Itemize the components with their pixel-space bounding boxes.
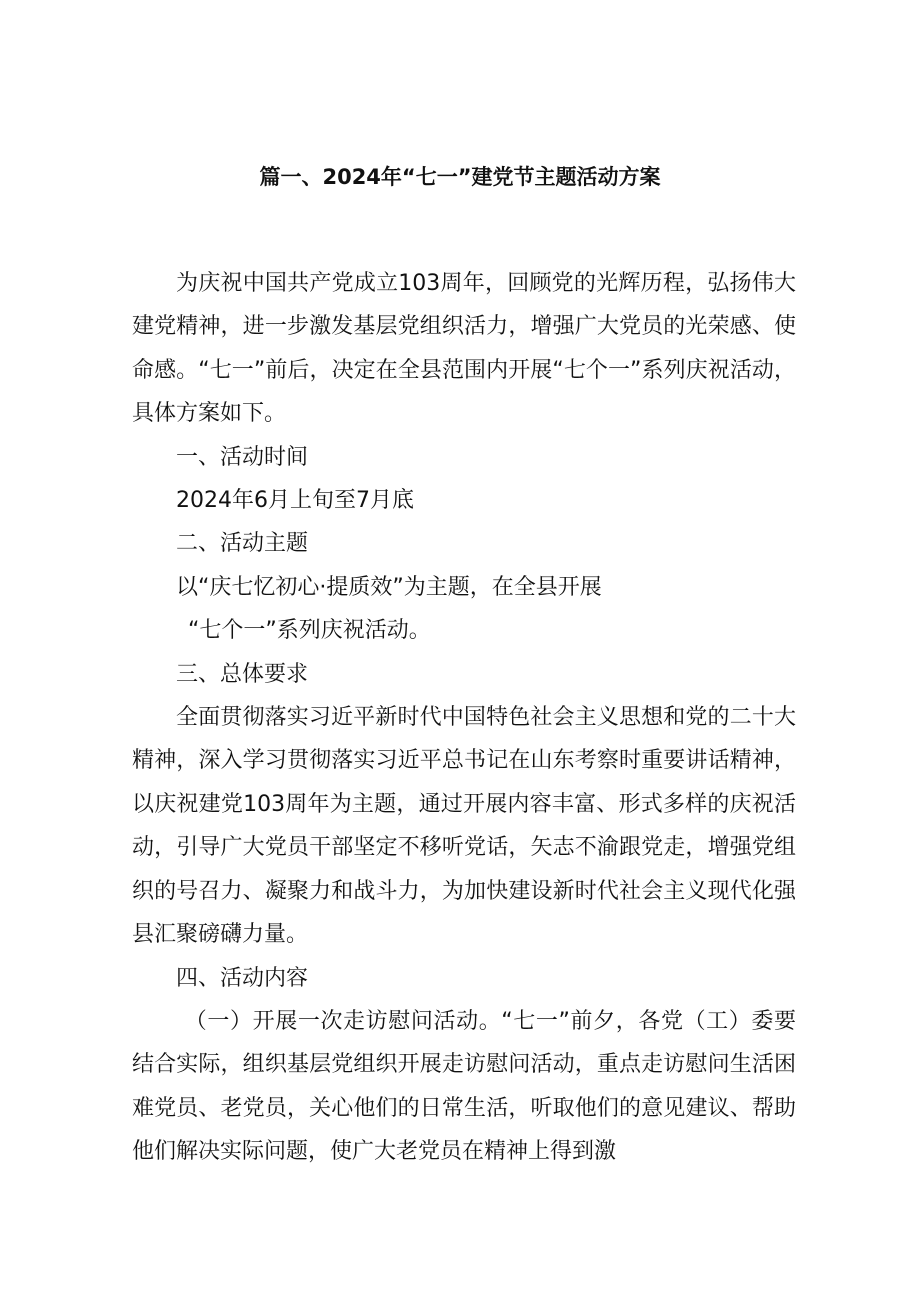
activity-theme-line-2: “七个一”系列庆祝活动。 [188,618,431,644]
document-title: 篇一、2024年“七一”建党节主题活动方案 [259,165,661,189]
activity-time-text: 2024年6月上旬至7月底 [176,488,414,514]
section-heading-content: 四、活动内容 [176,965,309,991]
document-body [132,262,796,1174]
content-item-1: （一）开展一次走访慰问活动。“七一”前夕，各党（工）委要结合实际，组织基层党组织开展走访慰问活动，重点走访慰问生活困难党员、老党员，关心他们的日常生活，听取他们的意见建议、帮助他们解决实际问题，使广大老党员在精神上得到激 [132,1008,796,1165]
intro-paragraph: 为庆祝中国共产党成立103周年，回顾党的光辉历程，弘扬伟大建党精神，进一步激发基层党组织活力，增强广大党员的光荣感、使命感。“七一”前后，决定在全县范围内开展“七个一”系列庆祝活动，具体方案如下。 [132,271,796,427]
section-heading-theme: 二、活动主题 [176,531,309,557]
section-heading-requirements: 三、总体要求 [176,661,309,687]
requirements-paragraph: 全面贯彻落实习近平新时代中国特色社会主义思想和党的二十大精神，深入学习贯彻落实习近平总书记在山东考察时重要讲话精神，以庆祝建党103周年为主题，通过开展内容丰富、形式多样的庆祝活动，引导广大党员干部坚定不移听党话，矢志不渝跟党走，增强党组织的号召力、凝聚力和战斗力，为加快建设新时代社会主义现代化强县汇聚磅礴力量。 [132,705,796,948]
activity-theme-line-1: 以“庆七忆初心·提质效”为主题，在全县开展 [176,574,602,600]
section-heading-time: 一、活动时间 [176,444,309,470]
